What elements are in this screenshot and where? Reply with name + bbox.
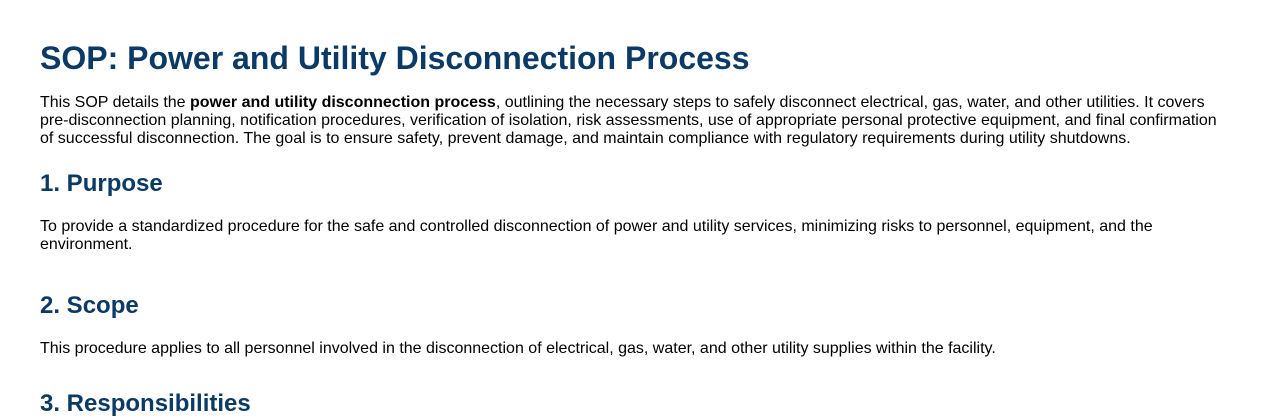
- section-heading-purpose: 1. Purpose: [40, 170, 163, 197]
- intro-suffix: , outlining the necessary steps to safely disconnect electrical, gas, water, and other utilities. It covers pre-disconnection planning, notification procedures, verification of isolation, risk assessments, use of appropriate personal protective equipment, and final confirmation of successful disconnection. The goal is to ensure safety, prevent damage, and maintain compliance with regulatory requirements during utility shutdowns.: [40, 94, 1217, 147]
- section-heading-scope: 2. Scope: [40, 292, 139, 319]
- page-title: SOP: Power and Utility Disconnection Process: [40, 40, 750, 76]
- intro-bold-term: power and utility disconnection process: [190, 94, 496, 111]
- section-body-scope: This procedure applies to all personnel involved in the disconnection of electrical, gas, water, and other utility supplies within the facility.: [40, 340, 996, 357]
- intro-prefix: This SOP details the: [40, 94, 190, 111]
- intro-paragraph: [40, 94, 1223, 148]
- section-heading-responsibilities: 3. Responsibilities: [40, 390, 251, 417]
- section-body-purpose: To provide a standardized procedure for the safe and controlled disconnection of power and utility services, minimizing risks to personnel, equipment, and the environment.: [40, 218, 1153, 253]
